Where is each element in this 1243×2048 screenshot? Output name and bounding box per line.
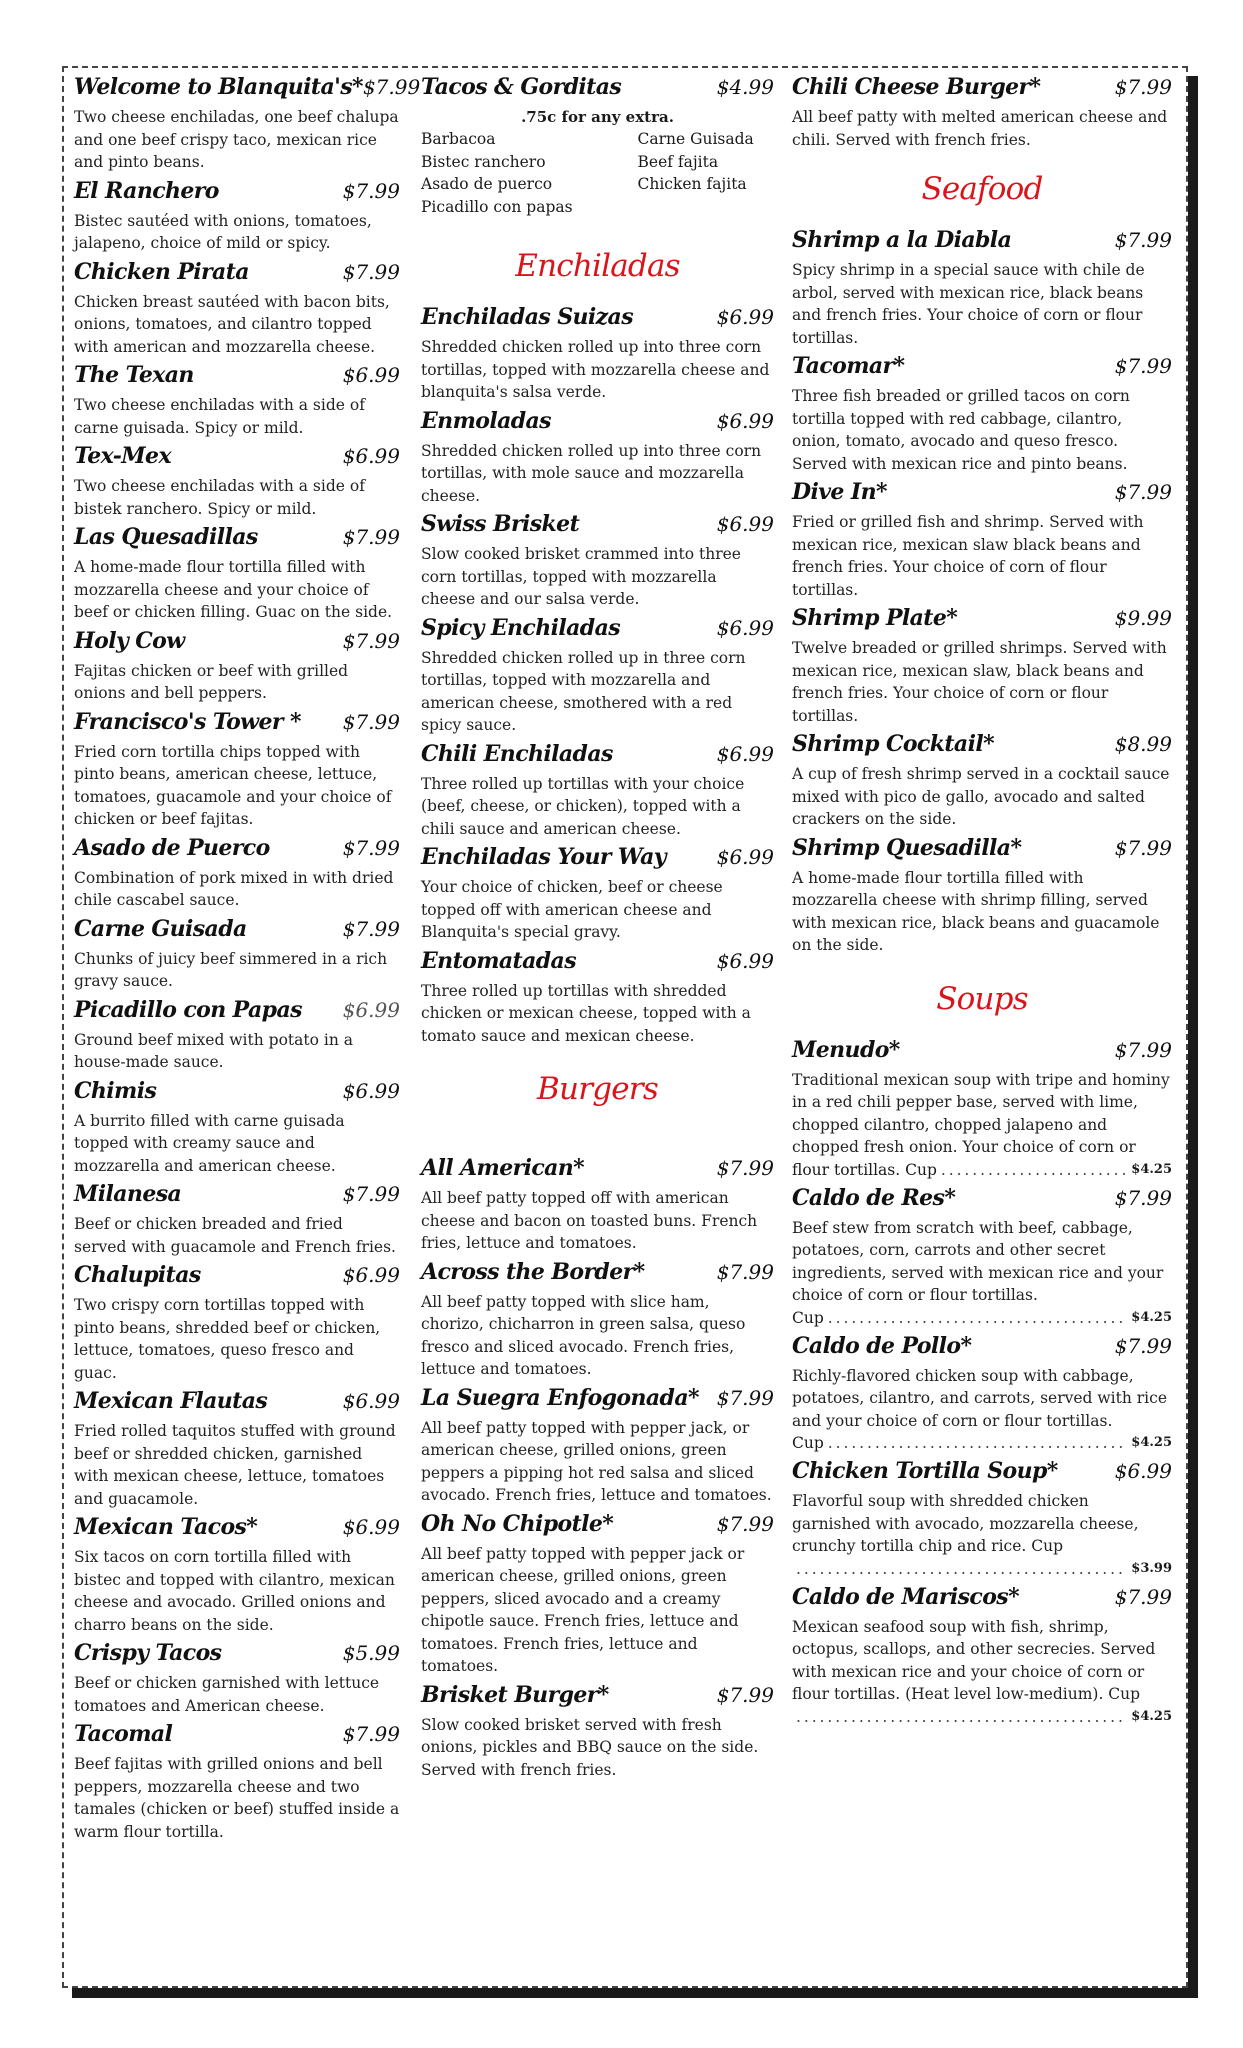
menu-item xyxy=(421,304,774,404)
item-price: $7.99 xyxy=(1114,1333,1172,1358)
item-description: All beef patty with melted american cheese and chili. Served with french fries. xyxy=(792,108,1168,149)
item-name: Mexican Flautas xyxy=(74,1388,268,1414)
menu-item xyxy=(74,178,400,255)
item-price: $6.99 xyxy=(342,444,400,468)
item-name: Entomatadas xyxy=(421,947,576,974)
item-name: Caldo de Mariscos* xyxy=(792,1583,1019,1610)
item-price: $6.99 xyxy=(716,512,774,536)
item-name: Across the Border* xyxy=(421,1258,645,1285)
item-name: Asado de Puerco xyxy=(74,834,270,861)
item-description: Bistec sautéed with onions, tomatoes, jalapeno, choice of mild or spicy. xyxy=(74,211,372,252)
item-name: Chicken Tortilla Soup* xyxy=(792,1458,1058,1484)
item-description: Beef fajitas with grilled onions and bell peppers, mozzarella cheese and two tamales (chicken or beef) stuffed inside a warm flour tortilla. xyxy=(74,1755,400,1841)
item-name: Enchiladas Your Way xyxy=(421,844,666,870)
item-name: Shrimp Cocktail* xyxy=(792,731,995,757)
item-price: $7.99 xyxy=(1114,228,1172,252)
menu-item xyxy=(74,1388,400,1510)
filling: Chicken fajita xyxy=(637,175,747,193)
menu-item xyxy=(421,1259,774,1381)
item-description: Two cheese enchiladas, one beef chalupa and one beef crispy taco, mexican rice and pinto beans. xyxy=(74,108,399,171)
item-name: Caldo de Pollo* xyxy=(792,1332,972,1359)
item-description: Beef or chicken breaded and fried served with guacamole and French fries. xyxy=(74,1215,396,1256)
item-description: Spicy shrimp in a special sauce with chile de arbol, served with mexican rice, black beans and french fries. Your choice of corn or flour tortillas. xyxy=(792,261,1145,347)
column-combos xyxy=(74,74,421,1847)
item-name: Swiss Brisket xyxy=(421,511,580,537)
item-name: Chili Cheese Burger* xyxy=(792,74,1041,100)
item-description: All beef patty topped off with american cheese and bacon on toasted buns. French fries, lettuce and tomatoes. xyxy=(421,1189,758,1252)
item-price: $7.99 xyxy=(1114,354,1172,378)
menu-item xyxy=(421,1155,774,1255)
item-price: $7.99 xyxy=(716,1385,774,1410)
item-description: Ground beef mixed with potato in a house-made sauce. xyxy=(74,1030,353,1071)
soups-list xyxy=(792,1037,1172,1728)
leader-dots xyxy=(796,1706,1127,1728)
item-description: Combination of pork mixed in with dried chile cascabel sauce. xyxy=(74,868,394,909)
item-name: Chili Enchiladas xyxy=(421,740,613,767)
item-name: Tacomal xyxy=(74,1721,173,1747)
item-price: $4.99 xyxy=(716,75,774,99)
column-tacos-enchiladas-burgers xyxy=(421,74,774,1785)
item-description: All beef patty topped with slice ham, chorizo, chicharron in green salsa, queso fresco and sliced avocado. French fries, lettuce and tomatoes. xyxy=(421,1292,746,1378)
menu-item xyxy=(792,1333,1172,1455)
menu-item xyxy=(792,1584,1172,1728)
cup-price-line xyxy=(792,1307,1172,1329)
menu-item xyxy=(74,1721,400,1843)
item-name: Mexican Tacos* xyxy=(74,1514,258,1540)
item-name: Brisket Burger* xyxy=(421,1681,609,1708)
item-price: $6.99 xyxy=(716,948,774,973)
item-description: Beef or chicken garnished with lettuce tomatoes and American cheese. xyxy=(74,1674,380,1715)
cup-price-line xyxy=(792,1706,1172,1728)
item-description: Traditional mexican soup with tripe and hominy in a red chili pepper base, served with lime, chopped cilantro, chopped jalapeno and chopped fresh onion. Your choice of corn or xyxy=(792,1070,1170,1156)
item-price: $7.99 xyxy=(1114,75,1172,99)
item-description: A home-made flour tortilla filled with mozzarella cheese with shrimp filling, served with mexican rice, black beans and guacamole on the side. xyxy=(792,868,1160,954)
item-name: Tex-Mex xyxy=(74,443,171,469)
item-description: All beef patty topped with pepper jack or american cheese, grilled onions, green peppers, sliced avocado and a creamy chipotle sauce. French fries, lettuce and tomatoes. French fries, lettuce and tomatoes. xyxy=(421,1544,745,1675)
taco-fillings xyxy=(421,128,774,218)
enchiladas-list xyxy=(421,304,774,1047)
item-price: $7.99 xyxy=(716,1259,774,1284)
item-price: $6.99 xyxy=(1114,1459,1172,1483)
menu-item xyxy=(421,615,774,737)
menu-item xyxy=(74,74,421,174)
item-name: Holy Cow xyxy=(74,627,185,654)
menu-item xyxy=(74,835,400,912)
item-price: $7.99 xyxy=(1114,1584,1172,1609)
menu-item xyxy=(74,1078,400,1178)
column-seafood-soups xyxy=(792,74,1172,1732)
menu-item xyxy=(792,1185,1172,1329)
menu-item-tacos-gorditas xyxy=(421,74,774,218)
item-price: $7.99 xyxy=(716,1682,774,1707)
menu-item xyxy=(792,227,1172,349)
item-name: Shrimp Plate* xyxy=(792,605,958,631)
item-description: Three rolled up tortillas with your choice (beef, cheese, or chicken), topped with a chili sauce and american cheese. xyxy=(421,774,745,838)
item-price: $6.99 xyxy=(342,1515,400,1539)
item-name: La Suegra Enfogonada* xyxy=(421,1384,699,1411)
item-description: All beef patty topped with pepper jack, or american cheese, grilled onions, green peppers a pipping hot red salsa and sliced avocado. French fries, lettuce and tomatoes. xyxy=(421,1418,772,1504)
item-name: All American* xyxy=(421,1155,585,1181)
item-description: Fried corn tortilla chips topped with pinto beans, american cheese, lettuce, tomatoes, guacamole and your choice of chicken or beef fajitas. xyxy=(74,742,392,828)
item-description: A cup of fresh shrimp served in a cocktail sauce mixed with pico de gallo, avocado and salted crackers on the side. xyxy=(792,765,1170,828)
cup-price: $4.25 xyxy=(1131,1161,1172,1177)
item-price: $7.99 xyxy=(342,178,400,203)
item-name: Chimis xyxy=(74,1077,157,1104)
item-description: Slow cooked brisket served with fresh onions, pickles and BBQ sauce on the side. Served with french fries. xyxy=(421,1715,759,1779)
filling: Barbacoa xyxy=(421,130,496,148)
item-price: $7.99 xyxy=(342,709,400,734)
menu-item xyxy=(74,997,400,1074)
item-description: A burrito filled with carne guisada topped with creamy sauce and mozzarella and american cheese. xyxy=(74,1111,345,1175)
menu-item xyxy=(74,1514,400,1636)
item-name: Spicy Enchiladas xyxy=(421,614,621,641)
item-price: $9.99 xyxy=(1114,606,1172,630)
item-price: $7.99 xyxy=(342,1722,400,1746)
menu-item xyxy=(74,524,400,624)
item-name: Las Quesadillas xyxy=(74,524,258,550)
leader-dots xyxy=(941,1159,1127,1181)
item-description: Fajitas chicken or beef with grilled onions and bell peppers. xyxy=(74,661,349,702)
item-name: Menudo* xyxy=(792,1036,900,1063)
item-description: Shredded chicken rolled up into three corn tortillas, topped with mozzarella cheese and blanquita's salsa verde. xyxy=(421,338,770,401)
item-name: Chalupitas xyxy=(74,1262,201,1288)
menu-item xyxy=(421,1511,774,1678)
menu-item xyxy=(421,844,774,944)
menu-item xyxy=(792,605,1172,727)
menu-item xyxy=(421,741,774,841)
filling: Beef fajita xyxy=(637,152,719,171)
section-title-soups: Soups xyxy=(936,980,1028,1017)
section-title-enchiladas: Enchiladas xyxy=(515,248,680,284)
item-name: Tacos & Gorditas xyxy=(421,74,622,100)
item-price: $6.99 xyxy=(342,1263,400,1287)
seafood-list xyxy=(792,227,1172,957)
cup-label: flour tortillas. Cup xyxy=(792,1160,937,1179)
item-name: El Ranchero xyxy=(74,177,219,204)
cup-label: Cup xyxy=(792,1434,824,1452)
item-description: Chicken breast sautéed with bacon bits, onions, tomatoes, and cilantro topped with american and mozzarella cheese. xyxy=(74,292,390,356)
item-price: $6.99 xyxy=(342,997,400,1022)
item-price: $6.99 xyxy=(342,363,400,387)
item-name: Shrimp Quesadilla* xyxy=(792,834,1022,861)
burgers-list xyxy=(421,1155,774,1781)
item-name: Shrimp a la Diabla xyxy=(792,227,1012,253)
menu-item xyxy=(74,709,400,831)
cup-price-line xyxy=(792,1432,1172,1454)
menu-item xyxy=(792,731,1172,831)
cup-price: $4.25 xyxy=(1131,1435,1172,1450)
item-name: Enmoladas xyxy=(421,407,551,434)
extra-note: .75c for any extra. xyxy=(521,108,674,126)
item-name: The Texan xyxy=(74,362,194,388)
item-name: Welcome to Blanquita's* xyxy=(74,74,363,100)
filling: Asado de puerco xyxy=(421,175,553,193)
item-name: Crispy Tacos xyxy=(74,1640,222,1666)
item-name: Francisco's Tower * xyxy=(74,708,301,735)
item-price: $7.99 xyxy=(1114,480,1172,504)
item-description: Three rolled up tortillas with shredded chicken or mexican cheese, topped with a tomato sauce and mexican cheese. xyxy=(421,981,751,1045)
item-name: Caldo de Res* xyxy=(792,1184,956,1211)
menu-item xyxy=(792,353,1172,475)
menu-item xyxy=(74,443,400,520)
item-price: $7.99 xyxy=(342,628,400,653)
item-name: Picadillo con Papas xyxy=(74,996,302,1023)
menu-item xyxy=(74,1181,400,1258)
menu-item xyxy=(792,1037,1172,1181)
menu-item xyxy=(74,362,400,439)
item-name: Enchiladas Suizas xyxy=(421,304,633,330)
item-description: Shredded chicken rolled up in three corn tortillas, topped with mozzarella and american cheese, smothered with a red spicy sauce. xyxy=(421,648,746,734)
menu-item xyxy=(421,948,774,1048)
menu-item-chili-cheese-burger xyxy=(792,74,1172,151)
menu-item xyxy=(74,1640,400,1717)
item-price: $7.99 xyxy=(342,1182,400,1206)
item-description: Beef stew from scratch with beef, cabbage, potatoes, corn, carrots and other secret ingredients, served with mexican rice and your choice of corn or flour tortillas. xyxy=(792,1218,1164,1304)
leader-dots xyxy=(796,1558,1127,1580)
menu-item xyxy=(421,408,774,508)
item-price: $6.99 xyxy=(716,845,774,869)
filling: Bistec ranchero xyxy=(421,152,546,171)
item-description: Twelve breaded or grilled shrimps. Served with mexican rice, mexican slaw, black beans and french fries. Your choice of corn or flour tortillas. xyxy=(792,639,1167,725)
item-name: Dive In* xyxy=(792,479,887,505)
item-description: Chunks of juicy beef simmered in a rich gravy sauce. xyxy=(74,949,388,990)
item-description: A home-made flour tortilla filled with mozzarella cheese and your choice of beef or chicken filling. Guac on the side. xyxy=(74,558,393,621)
menu-item xyxy=(421,1385,774,1507)
cup-price: $4.25 xyxy=(1131,1708,1172,1724)
item-name: Milanesa xyxy=(74,1181,182,1207)
item-description: Mexican seafood soup with fish, shrimp, octopus, scallops, and other secrecies. Served with mexican rice and your choice of corn or flour tortillas. (Heat level low-medium). Cup xyxy=(792,1617,1156,1703)
cup-price-line xyxy=(792,1558,1172,1580)
item-price: $7.99 xyxy=(342,259,400,284)
item-price: $7.99 xyxy=(342,525,400,549)
item-price: $6.99 xyxy=(716,615,774,640)
menu-item xyxy=(421,511,774,611)
item-name: Tacomar* xyxy=(792,353,905,379)
menu-item xyxy=(792,835,1172,957)
item-price: $7.99 xyxy=(1114,1185,1172,1210)
menu-item xyxy=(74,916,400,993)
item-name: Oh No Chipotle* xyxy=(421,1510,614,1537)
item-price: $6.99 xyxy=(342,1078,400,1103)
cup-price-line xyxy=(792,1159,1172,1181)
item-price: $7.99 xyxy=(1114,835,1172,860)
item-description: Three fish breaded or grilled tacos on corn tortilla topped with red cabbage, cilantro, onion, tomato, avocado and queso fresco. Served with mexican rice and pinto beans. xyxy=(792,387,1130,473)
item-description: Fried rolled taquitos stuffed with ground beef or shredded chicken, garnished with mexican cheese, lettuce, tomatoes and guacamole. xyxy=(74,1422,396,1508)
item-price: $5.99 xyxy=(342,1641,400,1665)
item-description: Flavorful soup with shredded chicken garnished with avocado, mozzarella cheese, crunchy tortilla chip and rice. Cup xyxy=(792,1492,1139,1555)
item-description: Slow cooked brisket crammed into three corn tortillas, topped with mozzarella cheese and our salsa verde. xyxy=(421,545,741,608)
filling xyxy=(598,196,775,219)
item-description: Two crispy corn tortillas topped with pinto beans, shredded beef or chicken, lettuce, tomatoes, queso fresco and guac. xyxy=(74,1296,381,1382)
filling: Carne Guisada xyxy=(637,130,754,148)
menu-item xyxy=(74,259,400,359)
cup-price: $3.99 xyxy=(1131,1560,1172,1576)
section-title-burgers: Burgers xyxy=(537,1071,658,1107)
cup-label: Cup xyxy=(792,1308,824,1327)
item-price: $7.99 xyxy=(342,916,400,941)
item-description: Two cheese enchiladas with a side of carne guisada. Spicy or mild. xyxy=(74,396,365,437)
item-price: $6.99 xyxy=(716,741,774,766)
item-price: $6.99 xyxy=(716,305,774,329)
item-description: Two cheese enchiladas with a side of bistek ranchero. Spicy or mild. xyxy=(74,477,365,518)
menu-item xyxy=(421,1682,774,1782)
item-description: Shredded chicken rolled up into three corn tortillas, with mole sauce and mozzarella cheese. xyxy=(421,441,762,505)
section-title-seafood: Seafood xyxy=(921,171,1043,207)
item-price: $7.99 xyxy=(362,75,421,99)
menu-item xyxy=(74,1262,400,1384)
menu-item xyxy=(792,1458,1172,1580)
item-price: $7.99 xyxy=(716,1511,774,1536)
item-price: $6.99 xyxy=(716,408,774,433)
item-description: Richly-flavored chicken soup with cabbage, potatoes, cilantro, and carrots, served with rice and your choice of corn or flour tortillas. xyxy=(792,1366,1167,1430)
item-price: $7.99 xyxy=(716,1156,774,1180)
item-description: Six tacos on corn tortilla filled with bistec and topped with cilantro, mexican cheese and avocado. Grilled onions and charro beans on the side. xyxy=(74,1548,395,1634)
cup-price: $4.25 xyxy=(1131,1309,1172,1325)
item-description: Your choice of chicken, beef or cheese topped off with american cheese and Blanquita's special gravy. xyxy=(421,878,723,941)
item-description: Fried or grilled fish and shrimp. Served with mexican rice, mexican slaw black beans and french fries. Your choice of corn of flour tortillas. xyxy=(792,513,1144,599)
item-price: $7.99 xyxy=(342,835,400,860)
item-name: Carne Guisada xyxy=(74,915,247,942)
menu-item xyxy=(792,479,1172,601)
item-price: $6.99 xyxy=(342,1389,400,1413)
item-price: $8.99 xyxy=(1114,732,1172,756)
filling: Picadillo con papas xyxy=(421,197,573,216)
item-price: $7.99 xyxy=(1114,1037,1172,1062)
leader-dots xyxy=(828,1307,1128,1329)
menu-item xyxy=(74,628,400,705)
leader-dots xyxy=(828,1432,1128,1454)
item-name: Chicken Pirata xyxy=(74,258,249,285)
